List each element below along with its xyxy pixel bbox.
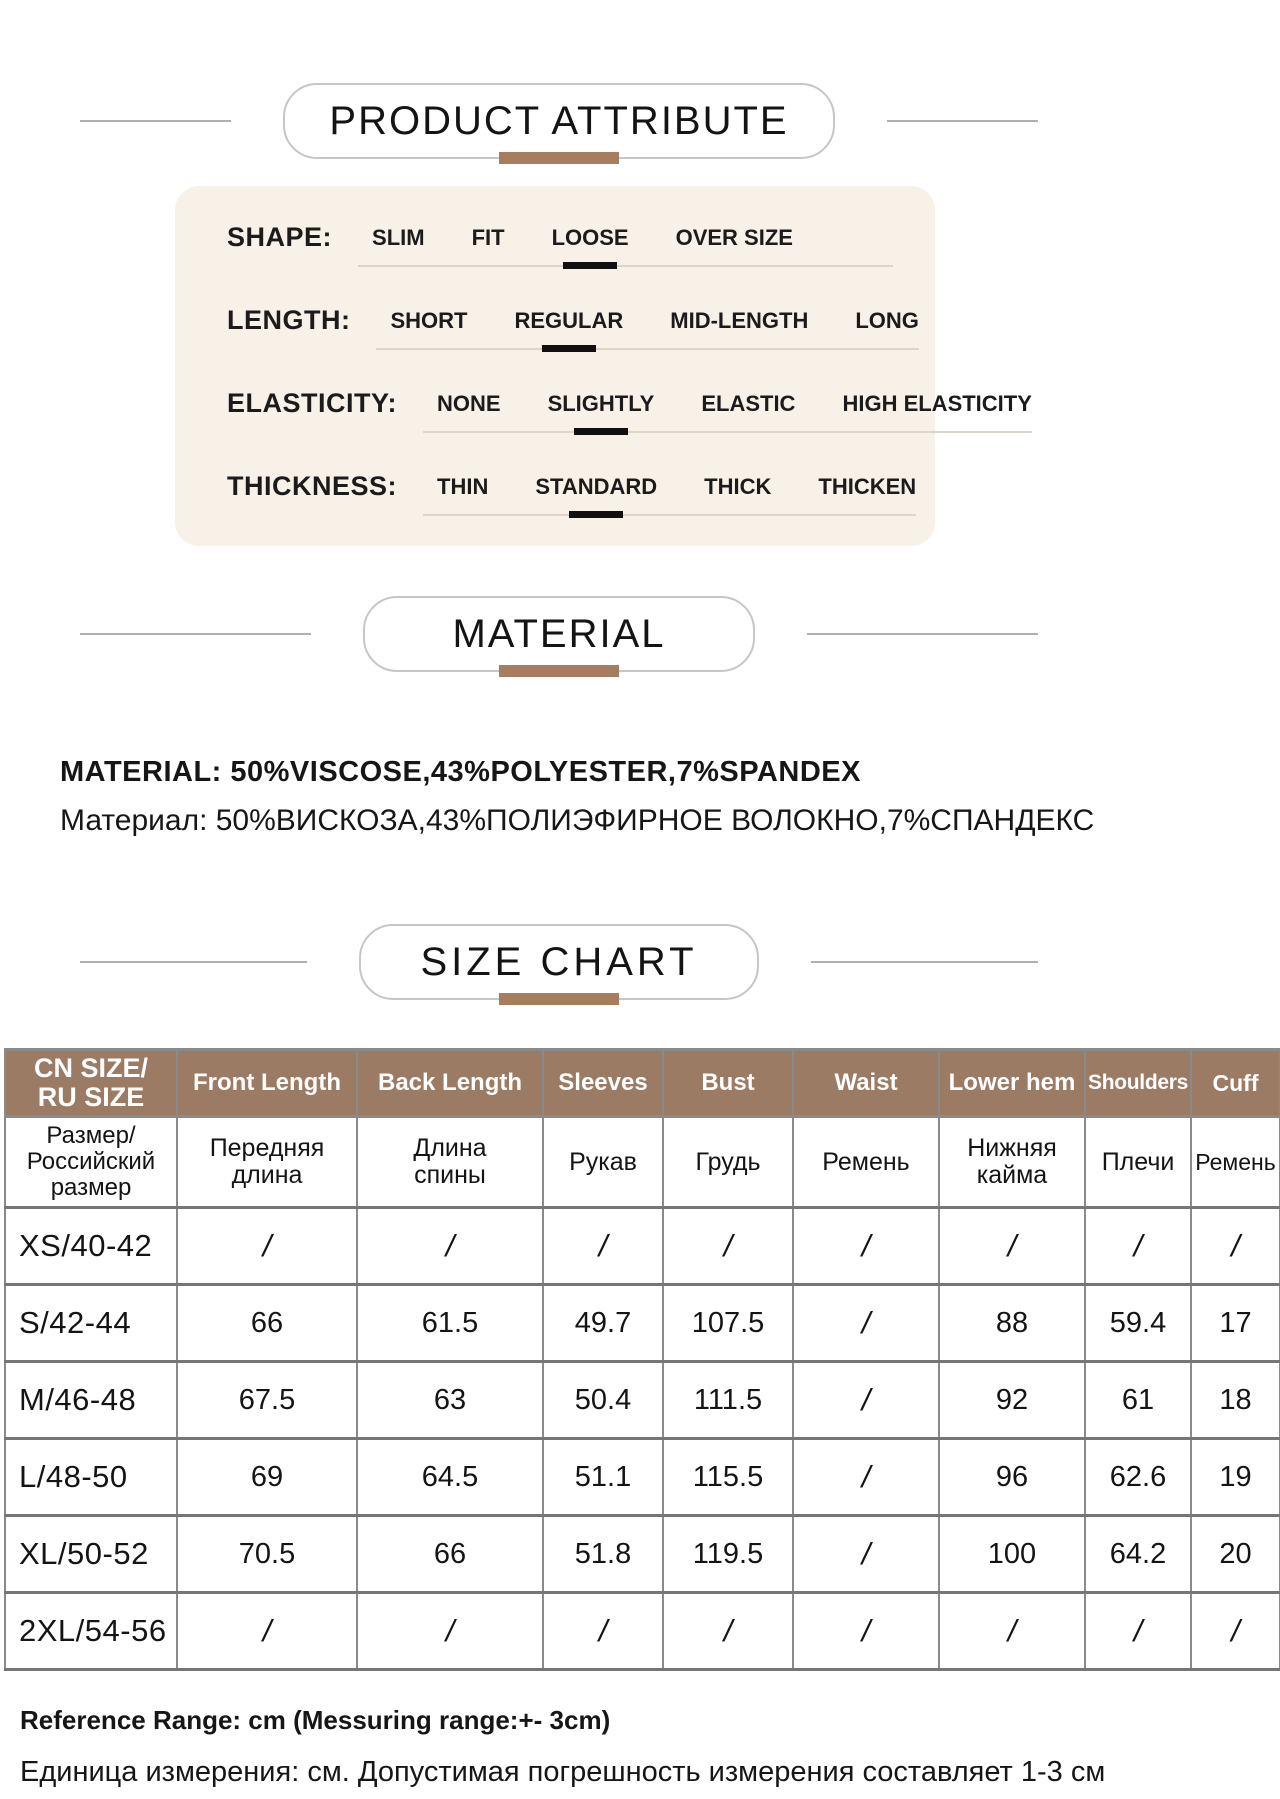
header-left-line xyxy=(80,120,231,122)
table-row xyxy=(5,1285,1280,1362)
value-cell: 17 xyxy=(1191,1285,1280,1362)
value-cell: 50.4 xyxy=(543,1362,663,1439)
attribute-options xyxy=(358,225,893,267)
attribute-option: THICK xyxy=(704,474,772,499)
value-cell: / xyxy=(793,1516,939,1593)
column-header-en: Sleeves xyxy=(543,1050,663,1117)
value-cell: / xyxy=(177,1593,357,1670)
table-body xyxy=(5,1208,1280,1670)
column-header-ru: Грудь xyxy=(663,1117,793,1208)
value-cell: / xyxy=(939,1208,1085,1285)
value-cell: / xyxy=(793,1362,939,1439)
size-chart-title: SIZE CHART xyxy=(420,939,698,984)
product-attribute-header xyxy=(80,83,1038,159)
column-header-ru: Рукав xyxy=(543,1117,663,1208)
attribute-option: NONE xyxy=(437,391,501,416)
attribute-options xyxy=(423,391,1032,433)
attribute-label: SHAPE: xyxy=(227,222,333,252)
attribute-option: LONG xyxy=(855,308,919,333)
material-line-ru: Материал: 50%ВИСКОЗА,43%ПОЛИЭФИРНОЕ ВОЛОКНО,7%СПАНДЕКС xyxy=(60,804,1095,837)
table-row xyxy=(5,1516,1280,1593)
table-row xyxy=(5,1208,1280,1285)
value-cell: 66 xyxy=(357,1516,543,1593)
size-chart-table xyxy=(4,1048,1280,1671)
size-cell: S/42-44 xyxy=(5,1285,177,1362)
table-header-ru xyxy=(5,1117,1280,1208)
column-header-en: Bust xyxy=(663,1050,793,1117)
value-cell: 64.5 xyxy=(357,1439,543,1516)
column-header-ru: Ремень xyxy=(1191,1117,1280,1208)
header-left-line xyxy=(80,961,307,963)
value-cell: / xyxy=(1191,1593,1280,1670)
note-ru: Единица измерения: см. Допустимая погрешность измерения составляет 1-3 см xyxy=(20,1756,1106,1788)
attribute-option: SHORT xyxy=(390,308,468,333)
value-cell: / xyxy=(1085,1208,1191,1285)
value-cell: / xyxy=(793,1208,939,1285)
value-cell: 61.5 xyxy=(357,1285,543,1362)
measure-notes xyxy=(20,1705,1280,1789)
size-chart-pill xyxy=(359,924,759,1000)
value-cell: / xyxy=(793,1285,939,1362)
value-cell: / xyxy=(793,1593,939,1670)
header-left-line xyxy=(80,633,311,635)
value-cell: 51.8 xyxy=(543,1516,663,1593)
value-cell: 69 xyxy=(177,1439,357,1516)
value-cell: 67.5 xyxy=(177,1362,357,1439)
table-header-en xyxy=(5,1050,1280,1117)
value-cell: / xyxy=(793,1439,939,1516)
value-cell: 51.1 xyxy=(543,1439,663,1516)
value-cell: 63 xyxy=(357,1362,543,1439)
attribute-option-selected: STANDARD xyxy=(535,474,658,499)
material-line-en: MATERIAL: 50%VISCOSE,43%POLYESTER,7%SPANDEX xyxy=(60,756,861,788)
value-cell: 115.5 xyxy=(663,1439,793,1516)
attribute-options xyxy=(376,308,918,350)
value-cell: / xyxy=(1191,1208,1280,1285)
value-cell: 111.5 xyxy=(663,1362,793,1439)
value-cell: / xyxy=(357,1208,543,1285)
value-cell: 62.6 xyxy=(1085,1439,1191,1516)
column-header-en: CN SIZE/ RU SIZE xyxy=(5,1050,177,1117)
column-header-en: Front Length xyxy=(177,1050,357,1117)
attribute-option: THIN xyxy=(437,474,489,499)
attribute-option: OVER SIZE xyxy=(675,225,793,250)
column-header-ru: Размер/ Российский размер xyxy=(5,1117,177,1208)
value-cell: / xyxy=(543,1593,663,1670)
attribute-row xyxy=(227,471,917,516)
size-chart-header xyxy=(80,924,1038,1000)
value-cell: 59.4 xyxy=(1085,1285,1191,1362)
attribute-row xyxy=(227,305,919,350)
column-header-en: Shoulders xyxy=(1085,1050,1191,1117)
attribute-option: SLIM xyxy=(372,225,425,250)
material-title: MATERIAL xyxy=(452,611,666,656)
value-cell: / xyxy=(939,1593,1085,1670)
size-cell: M/46-48 xyxy=(5,1362,177,1439)
attribute-label: THICKNESS: xyxy=(227,471,398,501)
attribute-option: HIGH ELASTICITY xyxy=(842,391,1032,416)
material-composition xyxy=(60,756,1280,838)
value-cell: 92 xyxy=(939,1362,1085,1439)
column-header-en: Back Length xyxy=(357,1050,543,1117)
header-right-line xyxy=(887,120,1038,122)
attribute-row xyxy=(227,388,1032,433)
value-cell: / xyxy=(543,1208,663,1285)
column-header-ru: Нижняя кайма xyxy=(939,1117,1085,1208)
value-cell: / xyxy=(663,1208,793,1285)
column-header-en: Lower hem xyxy=(939,1050,1085,1117)
size-cell: 2XL/54-56 xyxy=(5,1593,177,1670)
size-cell: XL/50-52 xyxy=(5,1516,177,1593)
value-cell: 107.5 xyxy=(663,1285,793,1362)
attribute-option-selected: LOOSE xyxy=(551,225,629,250)
attribute-option-selected: SLIGHTLY xyxy=(547,391,655,416)
column-header-ru: Передняя длина xyxy=(177,1117,357,1208)
product-attribute-pill xyxy=(283,83,835,159)
attribute-label: ELASTICITY: xyxy=(227,388,397,418)
pill-accent-bar xyxy=(499,993,619,1005)
attribute-option: MID-LENGTH xyxy=(670,308,809,333)
attribute-box xyxy=(175,186,1032,546)
column-header-ru: Плечи xyxy=(1085,1117,1191,1208)
table-row xyxy=(5,1439,1280,1516)
column-header-ru: Ремень xyxy=(793,1117,939,1208)
value-cell: / xyxy=(663,1593,793,1670)
value-cell: 18 xyxy=(1191,1362,1280,1439)
attribute-option: ELASTIC xyxy=(701,391,796,416)
value-cell: 70.5 xyxy=(177,1516,357,1593)
value-cell: 61 xyxy=(1085,1362,1191,1439)
table-row xyxy=(5,1593,1280,1670)
note-en: Reference Range: cm (Messuring range:+- 3cm) xyxy=(20,1705,611,1735)
size-cell: L/48-50 xyxy=(5,1439,177,1516)
value-cell: 20 xyxy=(1191,1516,1280,1593)
material-pill xyxy=(363,596,755,672)
value-cell: 96 xyxy=(939,1439,1085,1516)
product-attribute-title: PRODUCT ATTRIBUTE xyxy=(329,98,789,143)
column-header-en: Cuff xyxy=(1191,1050,1280,1117)
attribute-row xyxy=(227,222,893,267)
pill-accent-bar xyxy=(499,665,619,677)
column-header-ru: Длина спины xyxy=(357,1117,543,1208)
header-right-line xyxy=(807,633,1038,635)
attribute-option: FIT xyxy=(471,225,505,250)
value-cell: / xyxy=(357,1593,543,1670)
size-cell: XS/40-42 xyxy=(5,1208,177,1285)
value-cell: 100 xyxy=(939,1516,1085,1593)
table-row xyxy=(5,1362,1280,1439)
attribute-option-selected: REGULAR xyxy=(514,308,624,333)
material-header xyxy=(80,596,1038,672)
value-cell: 88 xyxy=(939,1285,1085,1362)
value-cell: 66 xyxy=(177,1285,357,1362)
value-cell: 19 xyxy=(1191,1439,1280,1516)
attribute-label: LENGTH: xyxy=(227,305,351,335)
value-cell: 119.5 xyxy=(663,1516,793,1593)
pill-accent-bar xyxy=(499,152,619,164)
value-cell: / xyxy=(1085,1593,1191,1670)
value-cell: / xyxy=(177,1208,357,1285)
value-cell: 49.7 xyxy=(543,1285,663,1362)
column-header-en: Waist xyxy=(793,1050,939,1117)
header-right-line xyxy=(811,961,1038,963)
attribute-options xyxy=(423,474,916,516)
value-cell: 64.2 xyxy=(1085,1516,1191,1593)
attribute-option: THICKEN xyxy=(818,474,917,499)
